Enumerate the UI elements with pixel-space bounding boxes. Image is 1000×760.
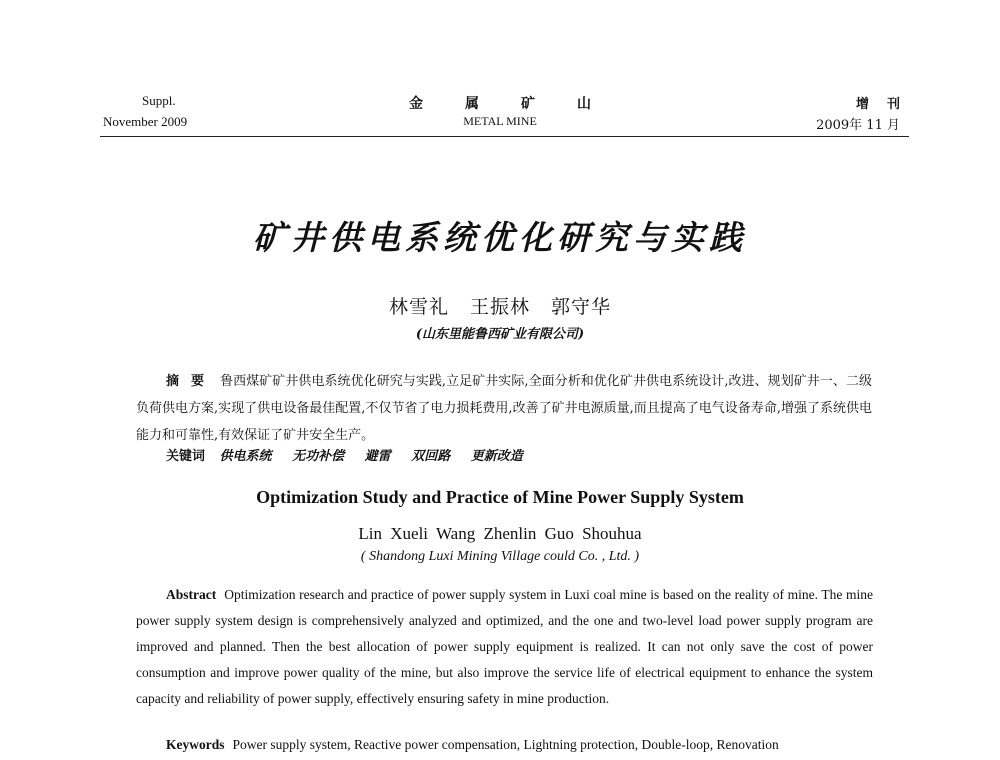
abstract-cn-label: 摘要 [166, 374, 217, 389]
affiliation-en: ( Shandong Luxi Mining Village could Co. , Ltd. ) [360, 549, 640, 564]
keywords-en-text: Power supply system, Reactive power compensation, Lightning protection, Double-loop, Renovation [232, 737, 779, 752]
keyword-cn-item: 双回路 [411, 449, 451, 464]
running-header-top [0, 93, 1000, 113]
paper-title-cn: 矿井供电系统优化研究与实践 [253, 218, 747, 257]
keywords-en [166, 737, 886, 753]
header-rule [100, 136, 909, 137]
running-header-bottom [0, 114, 1000, 134]
keywords-en-label: Keywords [166, 737, 225, 752]
abstract-en-label: Abstract [166, 587, 217, 602]
abstract-en-text: Optimization research and practice of power supply system in Luxi coal mine is based on the reality of mine. The mine power supply system design is comprehensively analyzed and optimized, and the one and two-level load power supply program are improved and planned. Then the best allocation of power supply equipment is realized. It can not only save the cost of power consumption and improve power quality of the mine, but also improve the service life of electrical equipment to enhance the system capacity and reliability of power supply, effectively ensuring safety in mine production. [136, 587, 873, 706]
header-suppl: Suppl. [142, 93, 176, 108]
header-date-en: November 2009 [103, 114, 188, 129]
keyword-cn-item: 供电系统 [219, 449, 272, 464]
affiliation-cn: (山东里能鲁西矿业有限公司) [415, 327, 585, 342]
paper-title-en: Optimization Study and Practice of Mine Power Supply System [256, 487, 744, 507]
keyword-cn-item: 避雷 [364, 449, 391, 464]
header-issue-cn: 增刊 [855, 97, 918, 112]
authors-cn: 林雪礼 王振林 郭守华 [388, 296, 612, 318]
keywords-cn [166, 445, 866, 464]
abstract-cn-text: 鲁西煤矿矿井供电系统优化研究与实践,立足矿井实际,全面分析和优化矿井供电系统设计,改进、规划矿井一、二级负荷供电方案,实现了供电设备最佳配置,不仅节省了电力损耗费用,改善了矿井电源质量,而且提高了电气设备寿命,增强了系统供电能力和可靠性,有效保证了矿井安全生产。 [136, 374, 872, 443]
keyword-cn-item: 更新改造 [470, 449, 523, 464]
header-date-cn: 2009年 11 月 [816, 118, 900, 133]
abstract-en [136, 582, 873, 712]
keyword-cn-item: 无功补偿 [292, 449, 345, 464]
header-journal-cn: 金属矿山 [409, 96, 633, 112]
authors-en: Lin Xueli Wang Zhenlin Guo Shouhua [358, 524, 642, 543]
header-journal-en: METAL MINE [463, 114, 537, 128]
abstract-cn [136, 368, 872, 449]
keywords-cn-label: 关键词 [166, 449, 206, 464]
